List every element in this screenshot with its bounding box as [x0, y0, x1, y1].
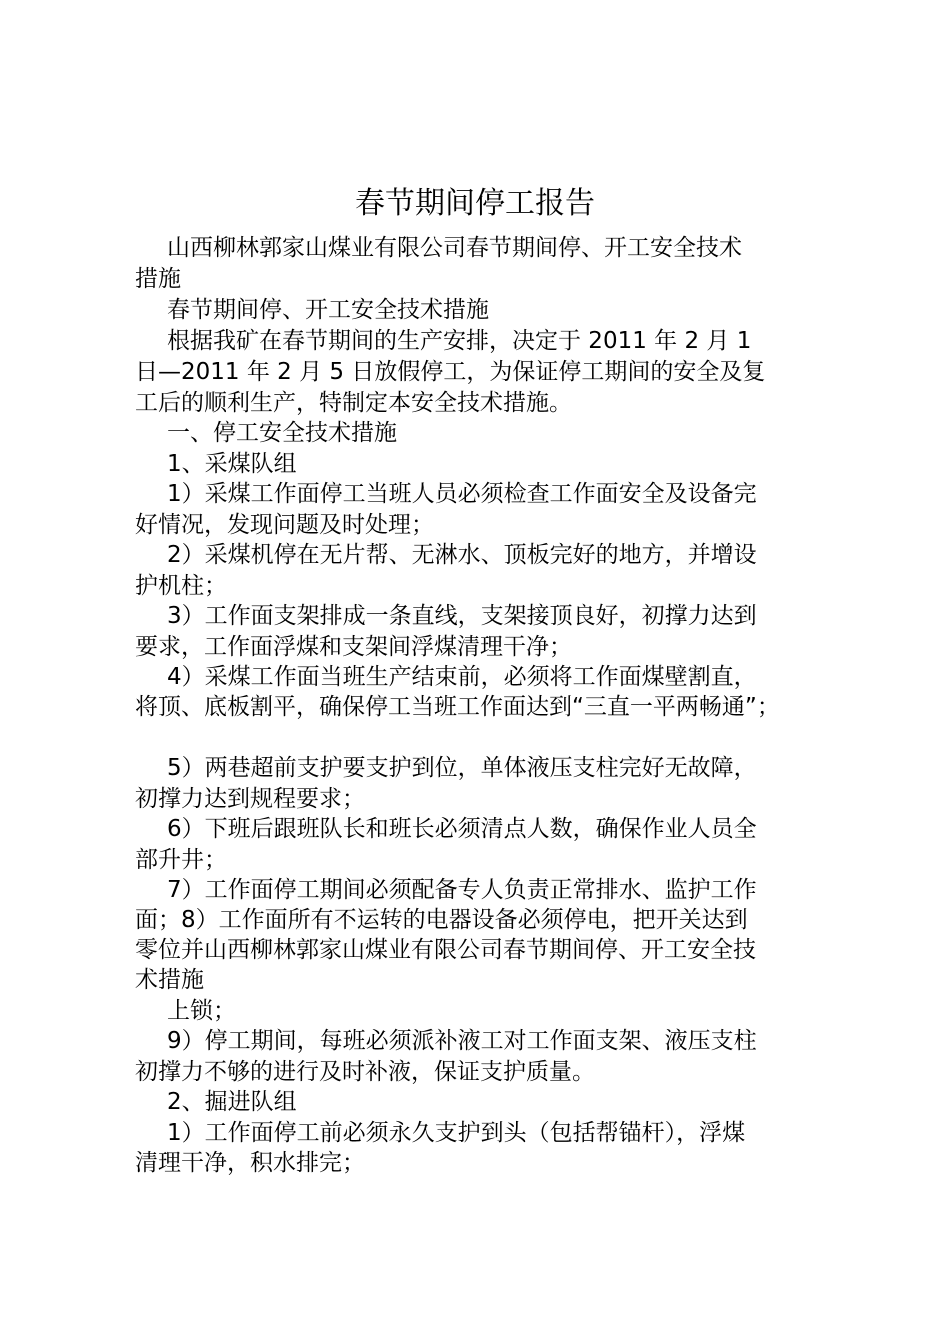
paragraph-line: 日—2011 年 2 月 5 日放假停工，为保证停工期间的安全及复 [135, 359, 766, 385]
paragraph-line: 初撑力达到规程要求； [135, 786, 365, 812]
paragraph-line: 5）两巷超前支护要支护到位，单体液压支柱完好无故障， [167, 755, 757, 781]
paragraph-line: 上锁； [167, 998, 236, 1024]
paragraph-line: 7）工作面停工期间必须配备专人负责正常排水、监护工作 [167, 877, 757, 903]
paragraph-line: 2、掘进队组 [167, 1089, 297, 1115]
paragraph-line: 3）工作面支架排成一条直线，支架接顶良好，初撑力达到 [167, 603, 757, 629]
paragraph-line: 根据我矿在春节期间的生产安排，决定于 2011 年 2 月 1 [167, 328, 752, 354]
paragraph-line: 山西柳林郭家山煤业有限公司春节期间停、开工安全技术 [167, 235, 742, 261]
paragraph-line: 初撑力不够的进行及时补液，保证支护质量。 [135, 1059, 595, 1085]
paragraph-line: 清理干净，积水排完； [135, 1150, 365, 1176]
paragraph-line: 1）工作面停工前必须永久支护到头（包括帮锚杆），浮煤 [167, 1120, 746, 1146]
paragraph-line: 9）停工期间，每班必须派补液工对工作面支架、液压支柱 [167, 1028, 757, 1054]
paragraph-line: 零位并山西柳林郭家山煤业有限公司春节期间停、开工安全技 [135, 937, 756, 963]
paragraph-line: 术措施 [135, 967, 204, 993]
paragraph-line: 将顶、底板割平，确保停工当班工作面达到“三直一平两畅通”； [135, 694, 780, 720]
document-title: 春节期间停工报告 [355, 186, 595, 221]
paragraph-line: 面；8）工作面所有不运转的电器设备必须停电，把开关达到 [135, 907, 748, 933]
paragraph-line: 2）采煤机停在无片帮、无淋水、顶板完好的地方，并增设 [167, 542, 757, 568]
paragraph-line: 6）下班后跟班队长和班长必须清点人数，确保作业人员全 [167, 816, 757, 842]
paragraph-line: 措施 [135, 266, 181, 292]
paragraph-line: 要求，工作面浮煤和支架间浮煤清理干净； [135, 634, 572, 660]
paragraph-line: 春节期间停、开工安全技术措施 [167, 297, 489, 323]
paragraph-line: 1）采煤工作面停工当班人员必须检查工作面安全及设备完 [167, 481, 757, 507]
paragraph-line: 好情况，发现问题及时处理； [135, 512, 434, 538]
paragraph-line: 1、采煤队组 [167, 451, 297, 477]
paragraph-line: 一、停工安全技术措施 [167, 420, 397, 446]
paragraph-line: 护机柱； [135, 573, 227, 599]
paragraph-line: 部升井； [135, 847, 227, 873]
paragraph-line: 工后的顺利生产，特制定本安全技术措施。 [135, 390, 572, 416]
paragraph-line: 4）采煤工作面当班生产结束前，必须将工作面煤壁割直， [167, 664, 757, 690]
